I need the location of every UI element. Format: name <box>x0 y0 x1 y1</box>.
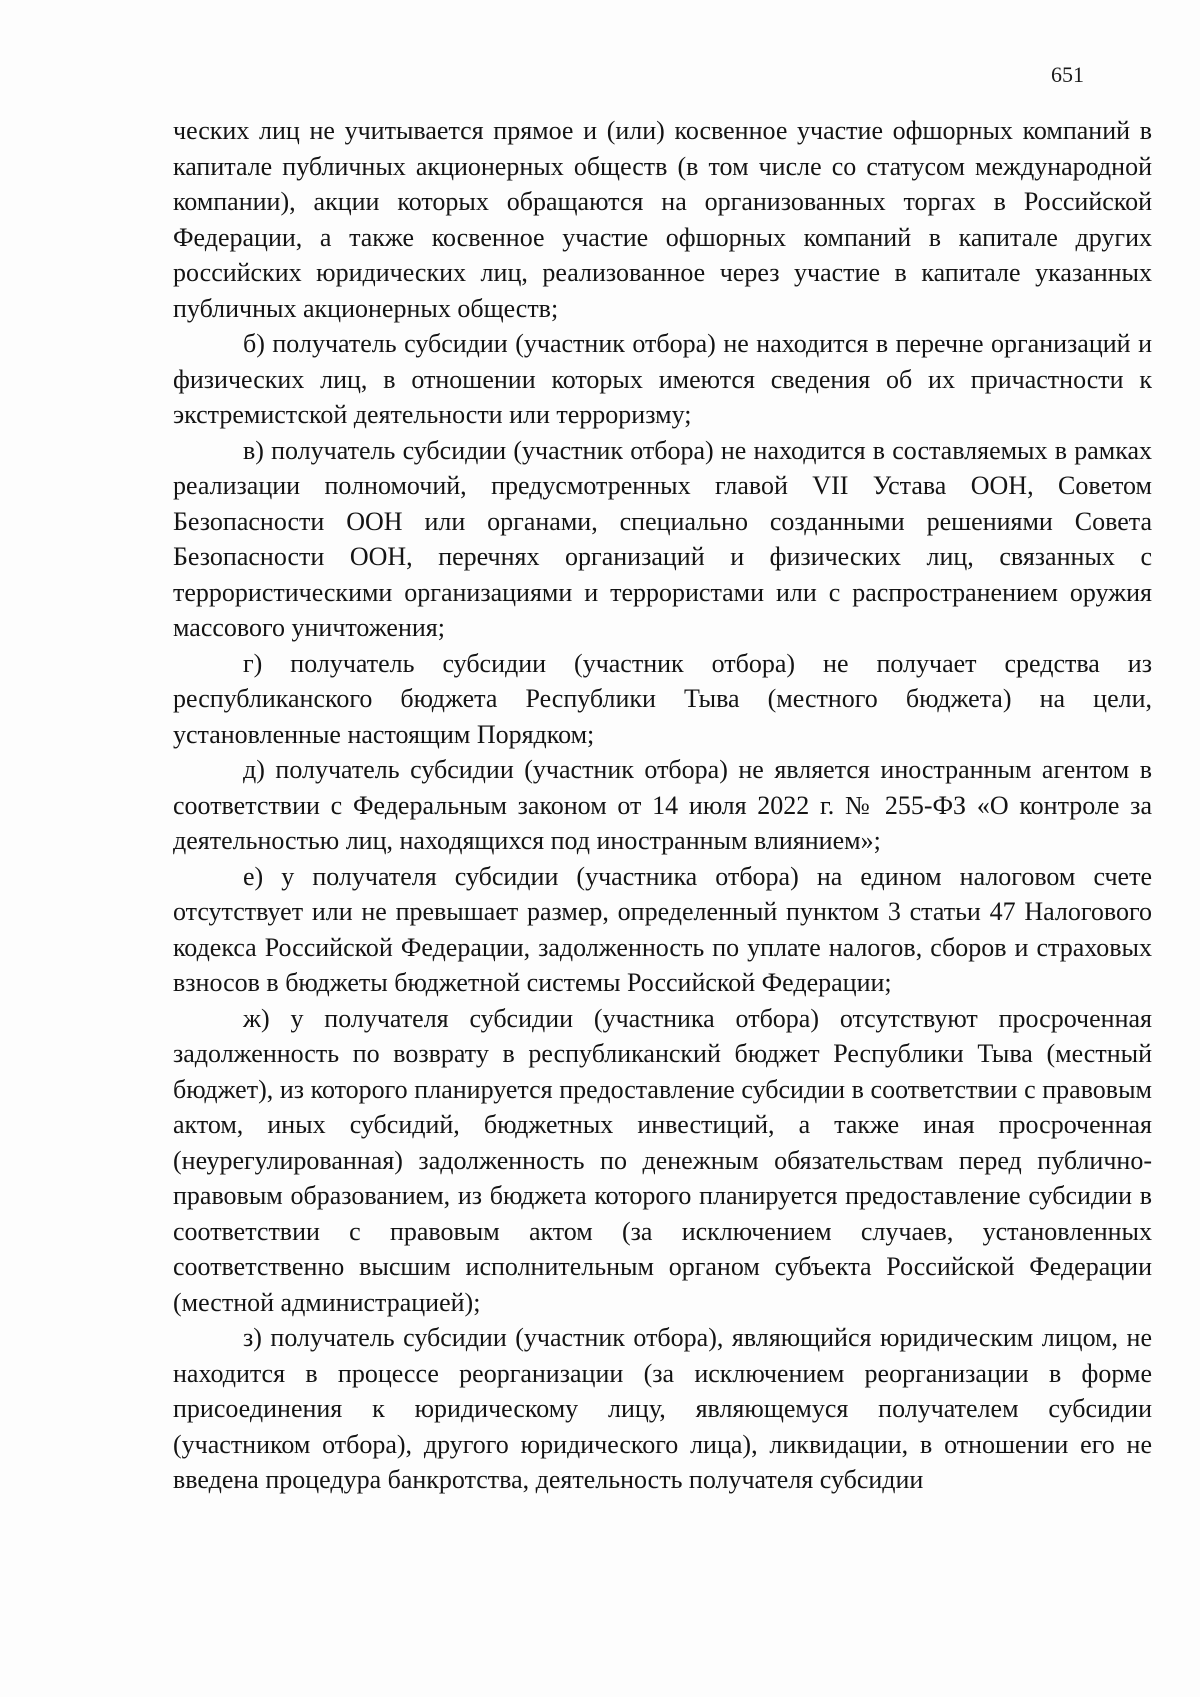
paragraph-b: б) получатель субсидии (участник отбора) не находится в перечне организаций и физических лиц, в отношении которых имеются сведения об их причастности к экстремистской деятельности или терроризму; <box>173 329 1152 429</box>
paragraph-g: г) получатель субсидии (участник отбора) не получает средства из республиканского бюджета Республики Тыва (местного бюджета) на цели, установленные настоящим Порядком; <box>173 648 1152 749</box>
paragraph-z: з) получатель субсидии (участник отбора), являющийся юридическим лицом, не находится в процессе реорганизации (за исключением реорганизации в форме присоединения к юридическому лицу, являющемуся получателем субсидии (участником отбора), другого юридического лица), ликвидации, в отношении его не введена процедура банкротства, деятельность получателя субсидии <box>173 1323 1152 1494</box>
document-body <box>173 113 1152 1498</box>
page-number: 651 <box>1051 62 1084 87</box>
paragraph-zh: ж) у получателя субсидии (участника отбора) отсутствуют просроченная задолженность по возврату в республиканский бюджет Республики Тыва (местный бюджет), из которого планируется предоставление субсидии в соответствии с правовым актом, иных субсидий, бюджетных инвестиций, а также иная просроченная (неурегулированная) задолженность по денежным обязательствам перед публично-правовым образованием, из бюджета которого планируется предоставление субсидии в соответствии с правовым актом (за исключением случаев, установленных соответственно высшим исполнительным органом субъекта Российской Федерации (местной администрацией); <box>173 1003 1152 1317</box>
paragraph-continuation: ческих лиц не учитывается прямое и (или) косвенное участие офшорных компаний в капитале публичных акционерных обществ (в том числе со статусом международной компании), акции которых обращаются на организованных торгах в Российской Федерации, а также косвенное участие офшорных компаний в капитале других российских юридических лиц, реализованное через участие в капитале указанных публичных акционерных обществ; <box>173 116 1152 323</box>
paragraph-d: д) получатель субсидии (участник отбора) не является иностранным агентом в соответствии с Федеральным законом от 14 июля 2022 г. № 255-ФЗ «О контроле за деятельностью лиц, находящихся под иностранным влиянием»; <box>173 755 1152 855</box>
paragraph-e: е) у получателя субсидии (участника отбора) на едином налоговом счете отсутствует или не превышает размер, определенный пунктом 3 статьи 47 Налогового кодекса Российской Федерации, задолженность по уплате налогов, сборов и страховых взносов в бюджеты бюджетной системы Российской Федерации; <box>173 861 1152 997</box>
paragraph-v: в) получатель субсидии (участник отбора) не находится в составляемых в рамках реализации полномочий, предусмотренных главой VII Устава ООН, Советом Безопасности ООН или органами, специально созданными решениями Совета Безопасности ООН, перечнях организаций и физических лиц, связанных с террористическими организациями и террористами или с распространением оружия массового уничтожения; <box>173 435 1152 642</box>
